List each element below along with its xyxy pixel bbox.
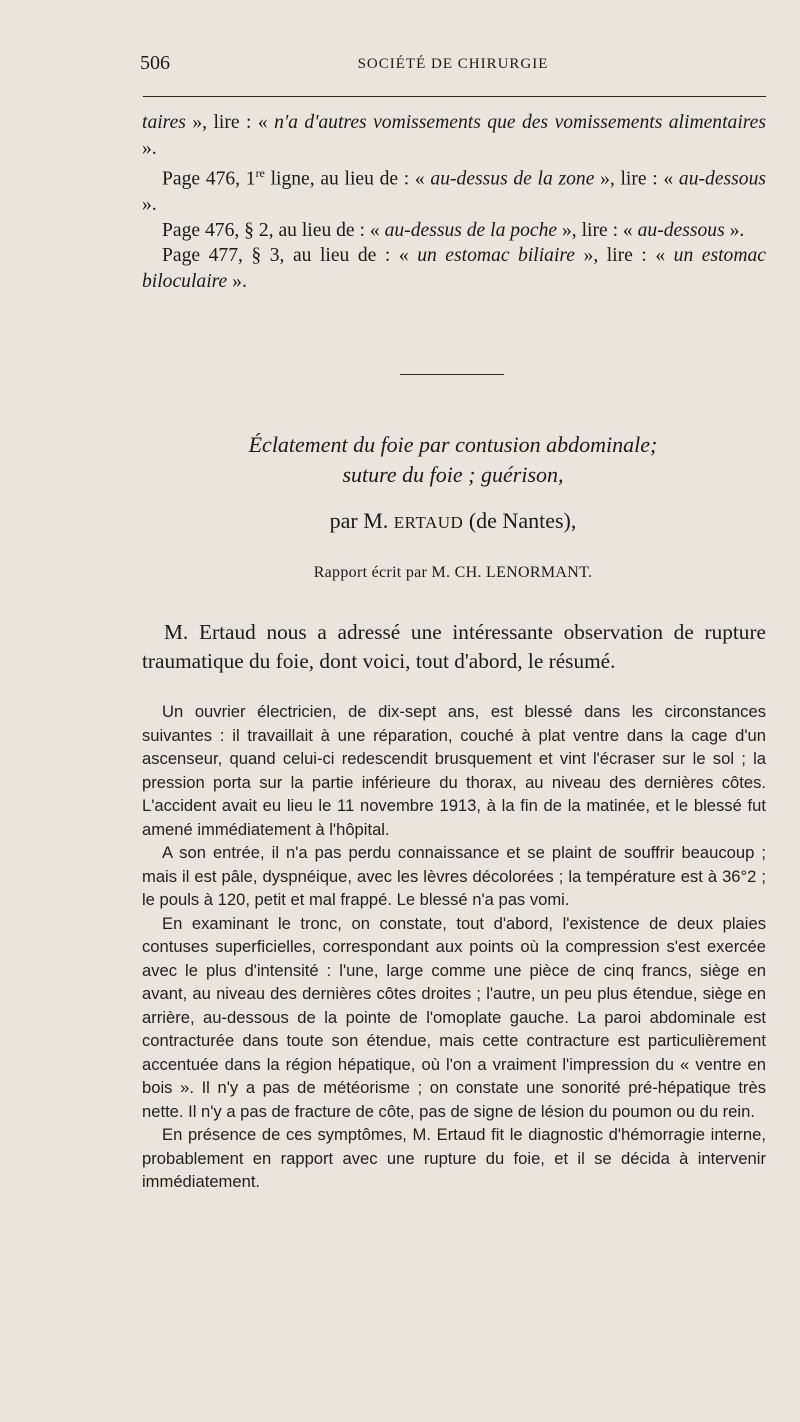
errata-line: Page 477, § 3, au lieu de : « un estomac biliaire », lire : « un estomac biloculaire ». (142, 245, 766, 292)
case-report (142, 700, 766, 1194)
page-number: 506 (140, 52, 170, 74)
case-paragraph: A son entrée, il n'a pas perdu connaissance et se plaint de souffrir beaucoup ; mais il est pâle, dyspnéique, avec les lèvres décolorées ; la température est à 36°2 ; le pouls à 120, petit et mal frappé. Le blessé n'a pas vomi. (142, 843, 766, 909)
lead-paragraph: M. Ertaud nous a adressé une intéressante observation de rupture traumatique du foie, dont voici, tout d'abord, le résumé. (142, 620, 766, 673)
errata-section (142, 110, 766, 294)
title-line-1: Éclatement du foie par contusion abdominale; (248, 432, 658, 457)
article-title (140, 430, 766, 490)
title-line-2: suture du foie ; guérison, (342, 462, 564, 487)
errata-line: Page 476, § 2, au lieu de : « au-dessus de la poche », lire : « au-dessous ». (162, 219, 745, 241)
errata-line: Page 476, 1re ligne, au lieu de : « au-dessus de la zone », lire : « au-dessous ». (142, 166, 766, 216)
case-paragraph: En présence de ces symptômes, M. Ertaud fit le diagnostic d'hémorragie interne, probablement en rapport avec une rupture du foie, et il se décida à intervenir immédiatement. (142, 1125, 766, 1191)
case-paragraph: Un ouvrier électricien, de dix-sept ans, est blessé dans les circonstances suivantes : il travaillait à une réparation, couché à plat ventre dans la cage d'un ascenseur, quand celui-ci redescendit brusquement et vint l'écraser sur le sol ; la pression porta sur la partie inférieure du thorax, au niveau des dernières côtes. L'accident avait eu lieu le 11 novembre 1913, à la fin de la matinée, et le blessé fut amené immédiatement à l'hôpital. (142, 702, 766, 839)
running-title: SOCIÉTÉ DE CHIRURGIE (357, 56, 549, 72)
case-paragraph: En examinant le tronc, on constate, tout d'abord, l'existence de deux plaies contuses superficielles, correspondant aux points où la compression s'est exercée avec le plus d'intensité : l'une, large comme une pièce de cinq francs, siège en avant, au niveau des dernières côtes droites ; l'autre, un peu plus étendue, siège en arrière, au-dessous de la pointe de l'omoplate gauche. La paroi abdominale est contracturée dans toute son étendue, mais cette contracture est particulièrement accentuée dans la région hépatique, où l'on a vraiment l'impression du « ventre en bois ». Il n'y a pas de météorisme ; on constate une sonorité pré-hépatique très nette. Il n'y a pas de fracture de côte, pas de signe de lésion du poumon ou du rein. (142, 913, 766, 1121)
errata-line: taires », lire : « n'a d'autres vomissements que des vomissements alimentaires ». (142, 112, 766, 159)
byline: par M. ERTAUD (de Nantes), (329, 508, 577, 533)
author-name: ERTAUD (393, 513, 464, 532)
section-divider (400, 374, 504, 375)
page-header (140, 52, 766, 82)
header-rule (143, 96, 766, 97)
rapport-line: Rapport écrit par M. CH. LENORMANT. (313, 564, 593, 581)
